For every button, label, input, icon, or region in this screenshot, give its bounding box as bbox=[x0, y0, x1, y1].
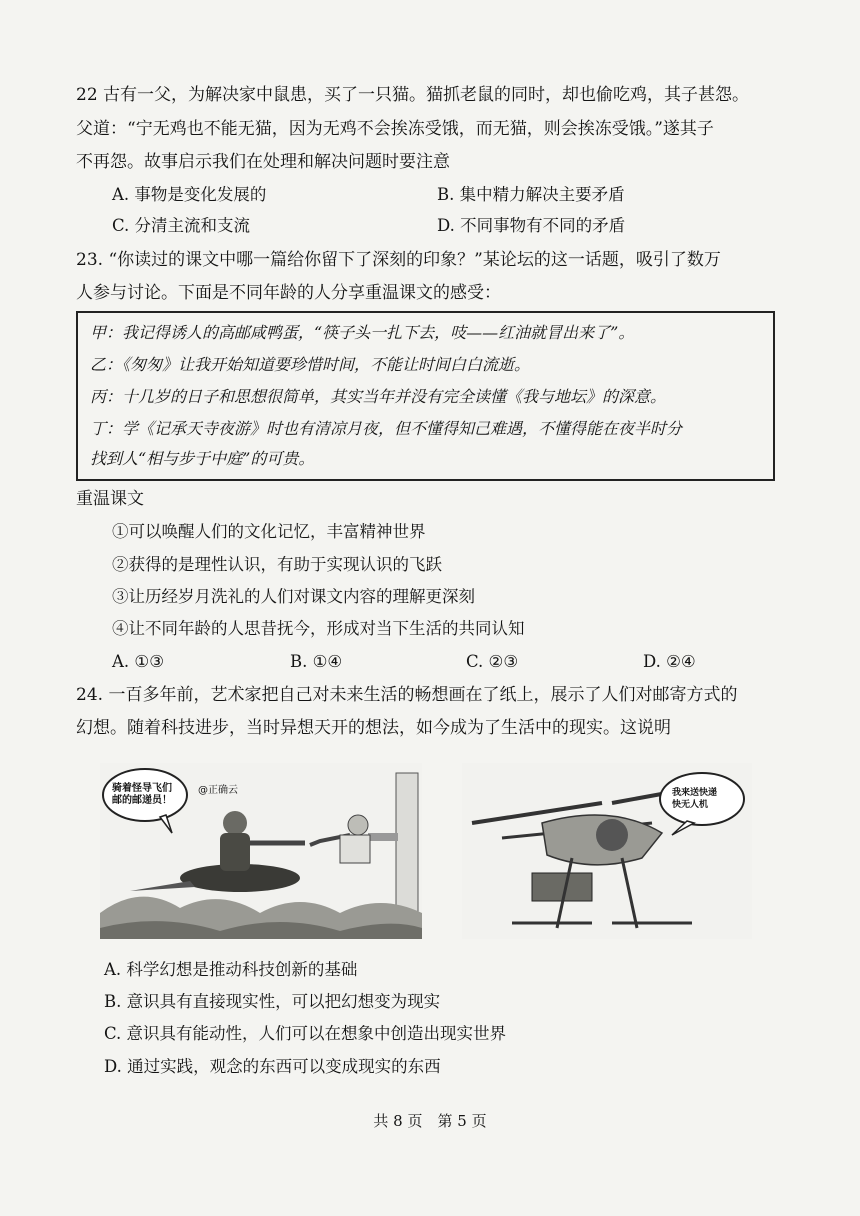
q23-item-3: ③让历经岁月洗礼的人们对课文内容的理解更深刻 bbox=[112, 587, 475, 606]
illustration-flying-postman bbox=[100, 763, 422, 939]
q22-stem-line-3: 不再怨。故事启示我们在处理和解决问题时要注意 bbox=[76, 152, 450, 172]
q23-option-d[interactable]: D. ②④ bbox=[643, 652, 696, 671]
illustration-drone-delivery bbox=[462, 763, 752, 939]
quote-ding-line-2: 找到人“相与步于中庭”的可贵。 bbox=[90, 449, 315, 468]
q22-option-b[interactable]: B. 集中精力解决主要矛盾 bbox=[437, 185, 625, 204]
q23-item-2: ②获得的是理性认识，有助于实现认识的飞跃 bbox=[112, 555, 442, 574]
q23-stem-line-2: 人参与讨论。下面是不同年龄的人分享重温课文的感受： bbox=[76, 283, 501, 303]
quote-bing: 丙：十几岁的日子和思想很简单，其实当年并没有完全读懂《我与地坛》的深意。 bbox=[90, 387, 667, 406]
q23-option-a[interactable]: A. ①③ bbox=[112, 652, 164, 671]
q23-quote-box bbox=[76, 311, 775, 481]
q23-option-c[interactable]: C. ②③ bbox=[466, 652, 519, 671]
q23-stem-line-1: 23. “你读过的课文中哪一篇给你留下了深刻的印象？”某论坛的这一话题，吸引了数万 bbox=[76, 250, 721, 270]
q24-option-c[interactable]: C. 意识具有能动性，人们可以在想象中创造出现实世界 bbox=[104, 1024, 507, 1043]
quote-yi: 乙：《匆匆》让我开始知道要珍惜时间，不能让时间白白流逝。 bbox=[90, 355, 531, 374]
q23-option-b[interactable]: B. ①④ bbox=[290, 652, 343, 671]
q24-option-b[interactable]: B. 意识具有直接现实性，可以把幻想变为现实 bbox=[104, 992, 441, 1011]
q24-stem-line-2: 幻想。随着科技进步，当时异想天开的想法，如今成为了生活中的现实。这说明 bbox=[76, 718, 671, 738]
q22-option-c[interactable]: C. 分清主流和支流 bbox=[112, 216, 251, 235]
left-bubble-text: 骑着怪导飞们 邮的邮递员！ bbox=[112, 783, 172, 806]
q23-stem-prompt: 重温课文 bbox=[76, 489, 144, 509]
q24-option-d[interactable]: D. 通过实践，观念的东西可以变成现实的东西 bbox=[104, 1057, 441, 1076]
page-footer: 共 8 页 第 5 页 bbox=[373, 1112, 487, 1130]
q22-stem-line-2: 父道：“宁无鸡也不能无猫，因为无鸡不会挨冻受饿，而无猫，则会挨冻受饿。”遂其子 bbox=[76, 119, 714, 139]
q22-stem-line-1: 22 古有一父，为解决家中鼠患，买了一只猫。猫抓老鼠的同时，却也偷吃鸡，其子甚怨。 bbox=[76, 85, 750, 105]
q23-item-4: ④让不同年龄的人思昔抚今，形成对当下生活的共同认知 bbox=[112, 619, 525, 638]
q22-option-d[interactable]: D. 不同事物有不同的矛盾 bbox=[437, 216, 626, 235]
q24-stem-line-1: 24. 一百多年前，艺术家把自己对未来生活的畅想画在了纸上，展示了人们对邮寄方式的 bbox=[76, 685, 738, 705]
quote-ding-line-1: 丁：学《记承天寺夜游》时也有清凉月夜，但不懂得知己难遇，不懂得能在夜半时分 bbox=[90, 419, 683, 438]
q24-option-a[interactable]: A. 科学幻想是推动科技创新的基础 bbox=[104, 960, 358, 979]
watermark-text: @正确云 bbox=[198, 785, 238, 796]
right-bubble-text: 我来送快递 快无人机 bbox=[672, 788, 718, 810]
q22-option-a[interactable]: A. 事物是变化发展的 bbox=[112, 185, 267, 204]
q23-item-1: ①可以唤醒人们的文化记忆，丰富精神世界 bbox=[112, 522, 426, 541]
quote-jia: 甲：我记得诱人的高邮咸鸭蛋，“筷子头一扎下去，吱——红油就冒出来了”。 bbox=[90, 323, 635, 342]
